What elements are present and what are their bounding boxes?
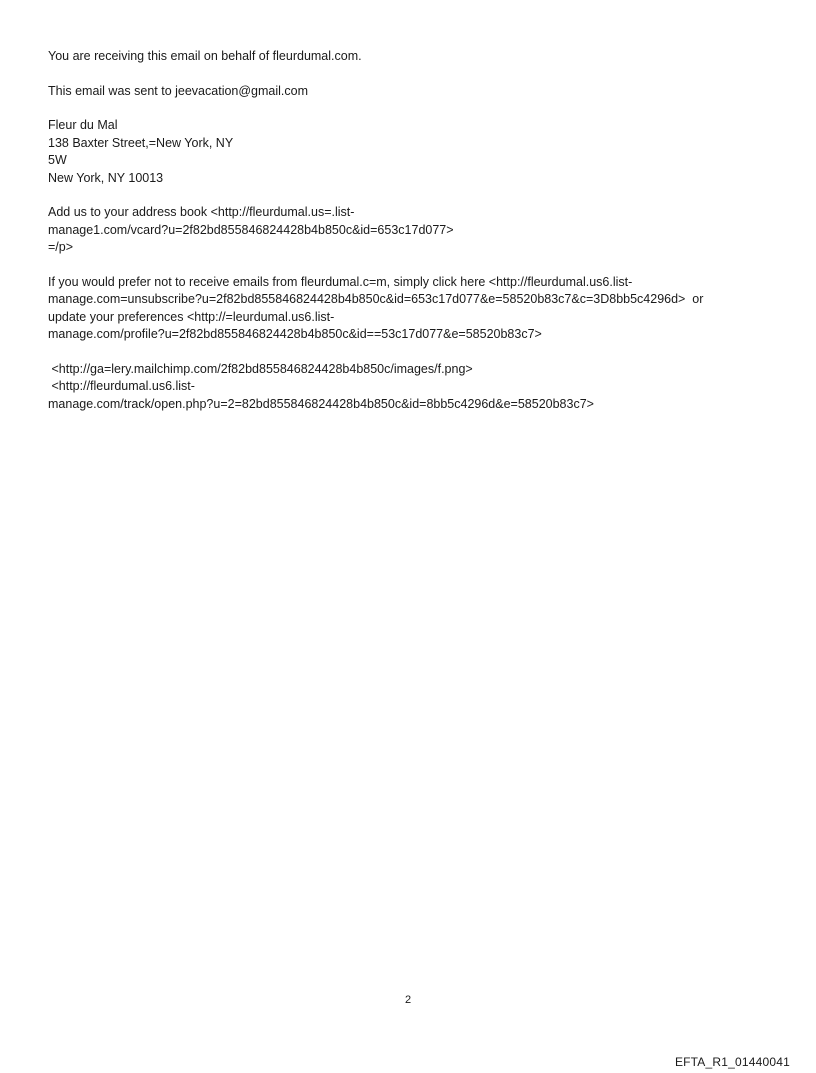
recipient-notice	[48, 83, 768, 101]
document-id: EFTA_R1_01440041	[674, 1055, 790, 1069]
tracking-line: <http://ga=lery.mailchimp.com/2f82bd855846824428b4b850c/images/f.png>	[48, 361, 473, 376]
address-line: Fleur du Mal	[48, 118, 118, 132]
address-line: 5W	[48, 153, 67, 167]
address-book-line: =/p>	[48, 240, 74, 254]
unsubscribe-text	[48, 274, 768, 344]
address-book-link	[48, 204, 768, 257]
tracking-line: <http://fleurdumal.us6.list-	[48, 379, 195, 393]
tracking-links	[48, 361, 768, 414]
recipient-notice-line: This email was sent to jeevacation@gmail.com	[48, 83, 309, 98]
sender-address	[48, 117, 768, 187]
sender-notice	[48, 48, 768, 66]
sender-notice-line: You are receiving this email on behalf of fleurdumal.com.	[48, 49, 362, 63]
unsubscribe-line: manage.com/profile?u=2f82bd855846824428b4b850c&id==53c17d077&e=58520b83c7>	[48, 327, 542, 341]
address-line: 138 Baxter Street,=New York, NY	[48, 135, 234, 150]
address-book-line: Add us to your address book <http://fleurdumal.us=.list-	[48, 205, 355, 219]
page-number: 2	[404, 994, 412, 1006]
unsubscribe-line: manage.com=unsubscribe?u=2f82bd855846824428b4b850c&id=653c17d077&e=58520b83c7&c=3D8bb5c4296d> or	[48, 292, 704, 306]
unsubscribe-line: update your preferences <http://=leurdumal.us6.list-	[48, 309, 335, 324]
address-book-line: manage1.com/vcard?u=2f82bd855846824428b4b850c&id=653c17d077>	[48, 222, 454, 237]
email-footer-text	[48, 48, 768, 430]
address-line: New York, NY 10013	[48, 170, 164, 185]
tracking-line: manage.com/track/open.php?u=2=82bd855846824428b4b850c&id=8bb5c4296d&e=58520b83c7>	[48, 396, 594, 411]
unsubscribe-line: If you would prefer not to receive emails from fleurdumal.c=m, simply click here <http://fleurdumal.us6.list-	[48, 274, 633, 289]
